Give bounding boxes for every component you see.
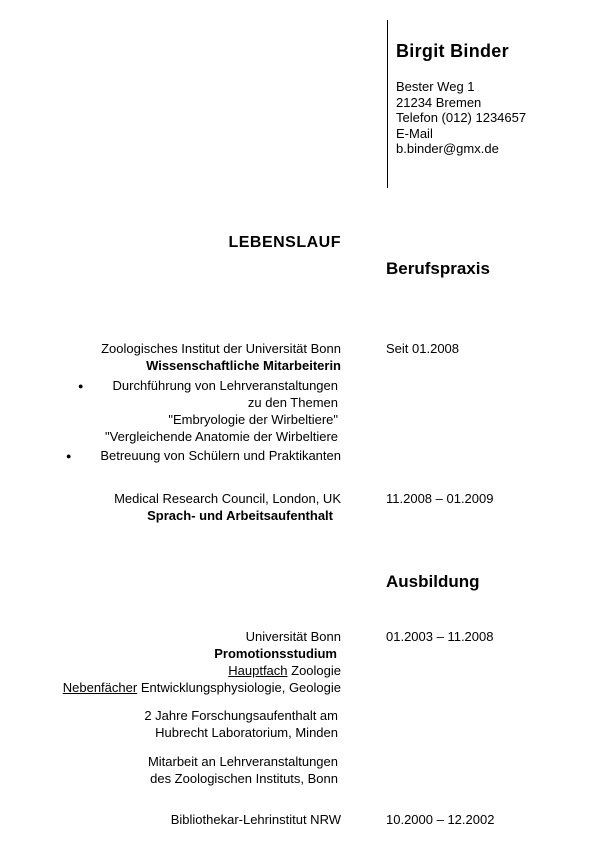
job-1-bullet-1-line-4: "Vergleichende Anatomie der Wirbeltiere: [105, 429, 338, 444]
job-1-position: Wissenschaftliche Mitarbeiterin: [146, 358, 341, 373]
contact-email: b.binder@gmx.de: [396, 141, 499, 156]
document-title: LEBENSLAUF: [228, 234, 341, 251]
header-divider-line: [387, 20, 388, 188]
job-1-bullet-1-line-1: Durchführung von Lehrveranstaltungen: [112, 378, 338, 393]
job-1-bullet-2: [100, 447, 341, 464]
education-entry-1: [63, 628, 341, 696]
edu-1-research: [144, 707, 338, 741]
edu-1-hauptfach-label: Hauptfach: [228, 663, 288, 678]
job-2-date: 11.2008 – 01.2009: [386, 491, 494, 506]
bullet-icon: ●: [78, 381, 84, 391]
edu-2-date: 10.2000 – 12.2002: [386, 812, 495, 827]
job-1-bullet-1-line-3: "Embryologie der Wirbeltiere": [168, 412, 338, 427]
job-2-position: Sprach- und Arbeitsaufenthalt: [147, 508, 333, 523]
edu-1-hauptfach-value: Zoologie: [287, 663, 341, 678]
contact-email-label: E-Mail: [396, 125, 433, 141]
edu-1-nebenfaecher-label: Nebenfächer: [62, 680, 138, 695]
edu-1-nebenfaecher-value: Entwicklungsphysiologie, Geologie: [137, 680, 341, 695]
job-1-bullet-1: [105, 377, 338, 445]
job-entry-2: [114, 490, 341, 524]
edu-1-institution: Universität Bonn: [245, 629, 341, 644]
bullet-icon: ●: [66, 451, 72, 461]
job-entry-1: [101, 340, 341, 374]
job-1-institution: Zoologisches Institut der Universität Bonn: [101, 341, 341, 356]
edu-1-date: 01.2003 – 11.2008: [386, 629, 494, 644]
job-1-bullet-1-line-2: zu den Themen: [247, 395, 338, 410]
edu-2-institution: Bibliothekar-Lehrinstitut NRW: [170, 812, 341, 827]
job-1-date: Seit 01.2008: [386, 341, 460, 356]
edu-1-degree: Promotionsstudium: [214, 646, 337, 661]
edu-1-research-line-1: 2 Jahre Forschungsaufenthalt am: [144, 708, 338, 723]
contact-phone: Telefon (012) 1234657: [396, 110, 527, 125]
contact-block: [396, 79, 526, 157]
section-heading-berufspraxis: Berufspraxis: [386, 259, 490, 278]
edu-1-teaching-line-2: des Zoologischen Instituts, Bonn: [150, 771, 338, 786]
contact-city: 21234 Bremen: [396, 94, 482, 110]
section-heading-ausbildung: Ausbildung: [386, 572, 480, 591]
edu-1-nebenfaecher: [63, 679, 341, 696]
education-entry-2: [171, 811, 341, 828]
edu-1-teaching: [148, 753, 338, 787]
job-2-institution: Medical Research Council, London, UK: [114, 491, 341, 506]
edu-1-hauptfach: [63, 662, 341, 679]
job-1-bullet-2-text: Betreuung von Schülern und Praktikanten: [100, 448, 341, 463]
edu-1-teaching-line-1: Mitarbeit an Lehrveranstaltungen: [147, 754, 338, 769]
edu-1-research-line-2: Hubrecht Laboratorium, Minden: [155, 725, 338, 740]
applicant-name: Birgit Binder: [396, 41, 509, 61]
contact-street: Bester Weg 1: [396, 79, 475, 94]
